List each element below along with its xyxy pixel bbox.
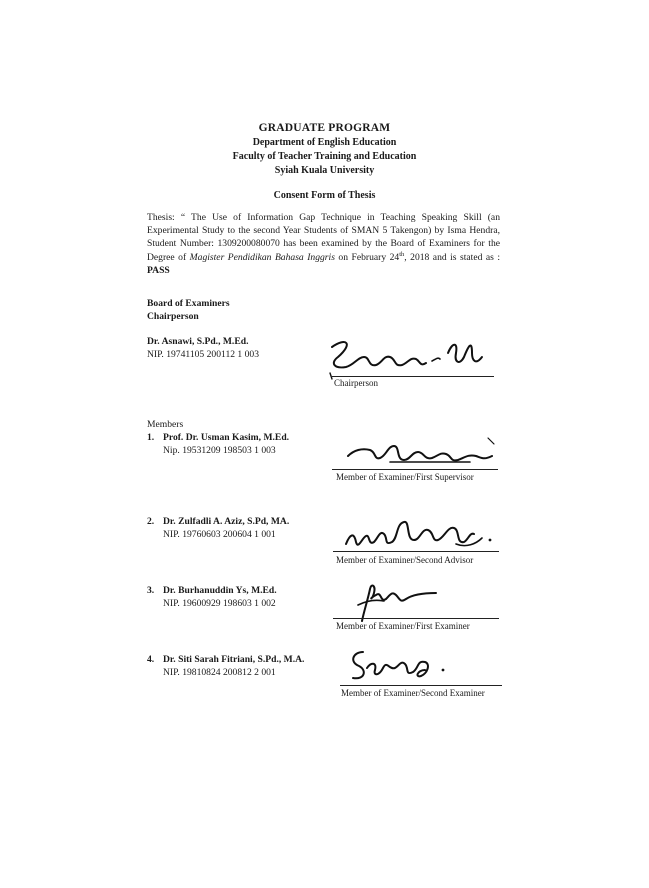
member-3-number: 3. <box>147 585 155 596</box>
date-superscript: th <box>399 250 405 258</box>
degree-name: Magister Pendidikan Bahasa Inggris <box>189 251 335 263</box>
member-1-role: Member of Examiner/First Supervisor <box>336 472 474 482</box>
member-3-role: Member of Examiner/First Examiner <box>336 621 470 631</box>
member-2-role: Member of Examiner/Second Advisor <box>336 555 474 565</box>
member-4-name: Dr. Siti Sarah Fitriani, S.Pd., M.A. <box>163 654 305 665</box>
member-1-name: Prof. Dr. Usman Kasim, M.Ed. <box>163 432 290 443</box>
member-2-signature <box>338 510 508 556</box>
member-4-role: Member of Examiner/Second Examiner <box>341 688 485 698</box>
member-1-nip: Nip. 19531209 198503 1 003 <box>163 445 276 456</box>
thesis-text-1: “ The Use of Information Gap Technique in Teaching Speaking Skill (an Experimental Study to the second Year Students of SMAN 5 Takengon) by Isma Hendra, Student Number: 1309200080070 has been examined by the Board of Examiners for the Degree of <box>147 212 500 263</box>
board-title: Board of Examiners <box>147 298 230 309</box>
members-heading: Members <box>147 419 184 430</box>
member-4-number: 4. <box>147 654 155 665</box>
member-1-signature <box>340 432 510 472</box>
thesis-text-2: on February 24 <box>334 251 400 263</box>
department-title: Department of English Education <box>252 137 397 148</box>
member-3-signature-line <box>333 618 499 619</box>
chair-heading: Chairperson <box>147 311 199 322</box>
chair-name: Dr. Asnawi, S.Pd., M.Ed. <box>147 336 249 347</box>
member-1-number: 1. <box>147 432 155 443</box>
thesis-label: Thesis: <box>147 212 175 223</box>
member-2-number: 2. <box>147 516 155 527</box>
chair-signature-line <box>332 376 494 377</box>
member-2-name: Dr. Zulfadli A. Aziz, S.Pd, MA. <box>163 516 290 527</box>
faculty-title: Faculty of Teacher Training and Education <box>232 151 417 162</box>
chair-nip: NIP. 19741105 200112 1 003 <box>147 349 260 360</box>
member-2-signature-line <box>333 551 499 552</box>
chair-role-label: Chairperson <box>334 378 378 388</box>
member-3-nip: NIP. 19600929 198603 1 002 <box>163 598 276 609</box>
member-4-signature <box>345 642 465 688</box>
member-1-signature-line <box>332 469 498 470</box>
thesis-statement <box>147 211 500 277</box>
member-4-signature-line <box>340 685 502 686</box>
result-status: PASS <box>147 264 170 276</box>
member-2-nip: NIP. 19760603 200604 1 001 <box>163 529 276 540</box>
program-title: GRADUATE PROGRAM <box>258 122 391 134</box>
thesis-text-3: , 2018 and is stated as : <box>404 251 501 263</box>
university-title: Syiah Kuala University <box>274 165 375 176</box>
member-4-nip: NIP. 19810824 200812 2 001 <box>163 667 276 678</box>
member-3-name: Dr. Burhanuddin Ys, M.Ed. <box>163 585 277 596</box>
chair-signature <box>324 333 494 381</box>
form-title: Consent Form of Thesis <box>273 190 376 201</box>
